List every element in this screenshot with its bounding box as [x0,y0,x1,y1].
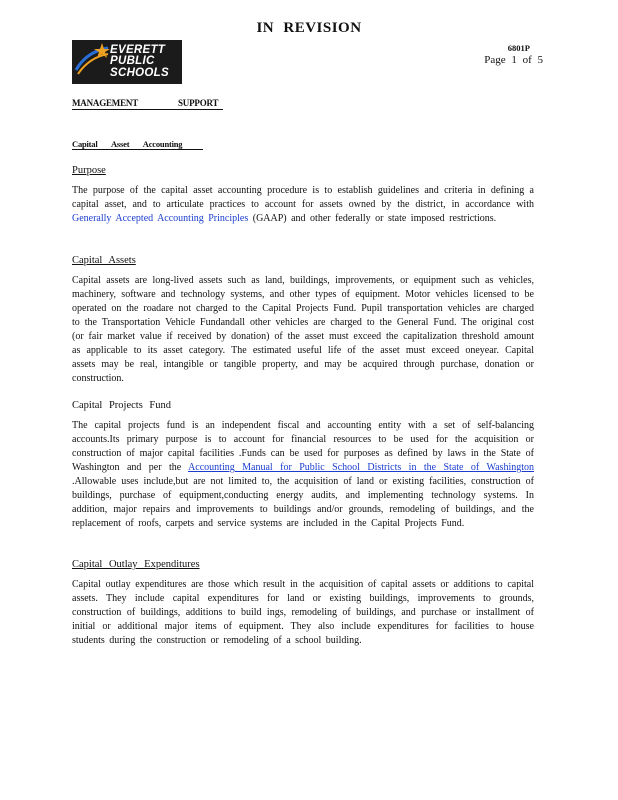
purpose-text-2: (GAAP) and other federally or state imposed restrictions. [248,213,497,224]
everett-public-schools-logo [72,40,182,84]
logo-line-2: PUBLIC [110,55,155,68]
capital-projects-fund-heading: Capital Projects Fund [72,400,171,411]
revision-banner: IN REVISION [256,20,362,36]
gaap-link[interactable]: Generally Accepted Accounting Principles [72,213,249,224]
section-header-left: MANAGEMENT [72,98,138,108]
capital-projects-text-2: .Allowable uses include,but are not limited to, the acquisition of land or existing facilities, construction of buildings, purchase of equipment,conducting energy audits, and implementing technology systems. In addition, major repairs and improvements to buildings and/or grounds, remodeling of buildings, and the replacement of roofs, carpets and service systems are included in the Capital Projects Fund. [72,476,534,529]
policy-number: 6801P [507,43,530,53]
star-swoosh-icon [72,40,110,84]
logo-wordmark [110,45,169,80]
purpose-heading: Purpose [72,165,106,176]
capital-outlay-paragraph: Capital outlay expenditures are those which result in the acquisition of capital assets or additions to capital assets. They include capital expenditures for land or existing buildings, improvements to grounds, construction of buildings, additions to build ings, remodeling of buildings, and purchase or installment of initial or additional major items of equipment. They also include expenditures for facilities to house students during the construction or remodeling of a school building. [72,579,534,646]
section-header-right: SUPPORT [178,98,219,108]
capital-assets-paragraph: Capital assets are long-lived assets such as land, buildings, improvements, or equipment such as vehicles, machinery, software and technology systems, and other types of equipment. Motor vehicles licensed to be operated on the roadare not charged to the Capital Projects Fund. Pupil transportation vehicles are charged to the Transportation Vehicle Fundandall other vehicles are charged to the General Fund. The original cost (or fair market value if received by donation) of the asset must exceed the capitalization threshold amount as applicable to its asset category. The estimated useful life of the asset must exceed oneyear. Capital assets may be real, intangible or tangible property, and may be acquired through purchase, donation or construction. [72,275,534,384]
document-subheader: Capital Asset Accounting [72,139,203,150]
capital-projects-text-1: The capital projects fund is an independent fiscal and accounting entity with a set of self-balancing accounts.Its primary purpose is to account for financial resources to be used for the acquisition or construction of major capital facilities .Funds can be used for purposes as defined by laws in the State of Washington and per the [72,420,534,473]
capital-projects-fund-paragraph [72,419,534,531]
purpose-text-1: The purpose of the capital asset accounting procedure is to establish guidelines and criteria in defining a capital asset, and to articulate practices to account for assets owned by the district, in accordance with [72,185,534,210]
accounting-manual-link[interactable]: Accounting Manual for Public School Districts in the State of Washington [188,462,535,473]
page-indicator: Page 1 of 5 [484,54,543,66]
purpose-paragraph [72,184,534,226]
logo-line-1: EVERETT [110,43,166,56]
logo-line-3: SCHOOLS [110,66,169,79]
capital-outlay-heading: Capital Outlay Expenditures [72,559,200,570]
section-header [72,98,223,110]
capital-assets-heading: Capital Assets [72,255,136,266]
